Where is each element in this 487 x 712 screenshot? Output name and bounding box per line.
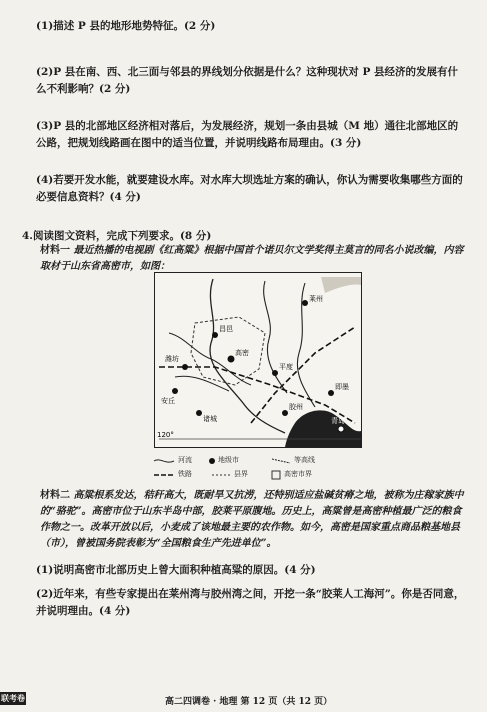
map-label-jimo: 即墨 xyxy=(335,383,349,391)
section-4-question-1: (1)说明高密市北部历史上曾大面积种植高粱的原因。(4 分) xyxy=(36,564,316,576)
map-label-qingdao: 青岛 xyxy=(331,417,345,425)
material-2-label: 材料二 xyxy=(40,490,70,501)
legend-contour: 等高线 xyxy=(294,456,315,464)
map-drawing xyxy=(155,273,361,447)
map-label-weifang: 潍坊 xyxy=(165,355,179,363)
legend-railway: 铁路 xyxy=(178,470,192,478)
map-legend xyxy=(150,454,380,482)
footer-text: 高二四调卷 · 地理 第 12 页（共 12 页） xyxy=(165,697,333,707)
question-4: (4)若要开发水能，就要建设水库。对水库大坝选址方案的确认，你认为需要收集哪些方面的必要信息资料？(4 分) xyxy=(36,174,463,203)
section-4-question-2: (2)近年来，有些专家提出在莱州湾与胶州湾之间，开挖一条“胶莱人工海河”。你是否同意，并说明理由。(4 分) xyxy=(36,588,465,617)
footer-tag: 联考卷 xyxy=(1,693,25,703)
material-1 xyxy=(40,243,470,275)
map-label-anqiu: 安丘 xyxy=(161,397,175,405)
map-label-laizhou: 莱州 xyxy=(309,295,323,303)
map-label-zhucheng: 诸城 xyxy=(203,415,217,423)
legend-boundary: 县界 xyxy=(234,470,248,478)
legend-gaomi: 高密市界 xyxy=(284,470,312,478)
map-label-changyi: 昌邑 xyxy=(219,325,233,333)
material-1-text: 最近热播的电视剧《红高粱》根据中国首个诺贝尔文学奖得主莫言的同名小说改编，内容取材于山东省高密市，如图： xyxy=(40,245,464,272)
legend-county: 地级市 xyxy=(218,456,239,464)
question-1: (1)描述 P 县的地形地势特征。(2 分) xyxy=(36,20,216,32)
question-2: (2)P 县在南、西、北三面与邻县的界线划分依据是什么？这种现状对 P 县经济的发展有什么不利影响？(2 分) xyxy=(36,66,458,95)
question-3: (3)P 县的北部地区经济相对落后，为发展经济，规划一条由县城（M 地）通往北部地区的公路，把规划线路画在图中的适当位置，并说明线路布局理由。(3 分) xyxy=(36,120,459,149)
material-1-label: 材料一 xyxy=(40,245,70,256)
section-4-title: 4.阅读图文资料，完成下列要求。(8 分) xyxy=(22,230,212,242)
page-footer xyxy=(0,690,487,712)
map-label-jiaozhou: 胶州 xyxy=(289,403,303,411)
material-2-text: 高粱根系发达，秸秆高大，既耐旱又抗涝，还特别适应盐碱贫瘠之地，被称为庄稼家族中的“骆驼”。高密市位于山东半岛中部，胶莱平原腹地。历史上，高粱曾是高密种植最广泛的粮食作物之一。改革开放以后，小麦成了该地最主要的农作物。如今，高密是国家重点商品粮基地县（市），曾被国务院表彰为“全国粮食生产先进单位”。 xyxy=(40,490,464,549)
map-longitude-label: 120° xyxy=(157,431,174,439)
material-2 xyxy=(40,488,470,552)
map-label-pingdu: 平度 xyxy=(279,363,293,371)
map-figure xyxy=(154,272,362,448)
legend-river: 河流 xyxy=(178,456,192,464)
map-label-gaomi: 高密 xyxy=(235,349,249,357)
